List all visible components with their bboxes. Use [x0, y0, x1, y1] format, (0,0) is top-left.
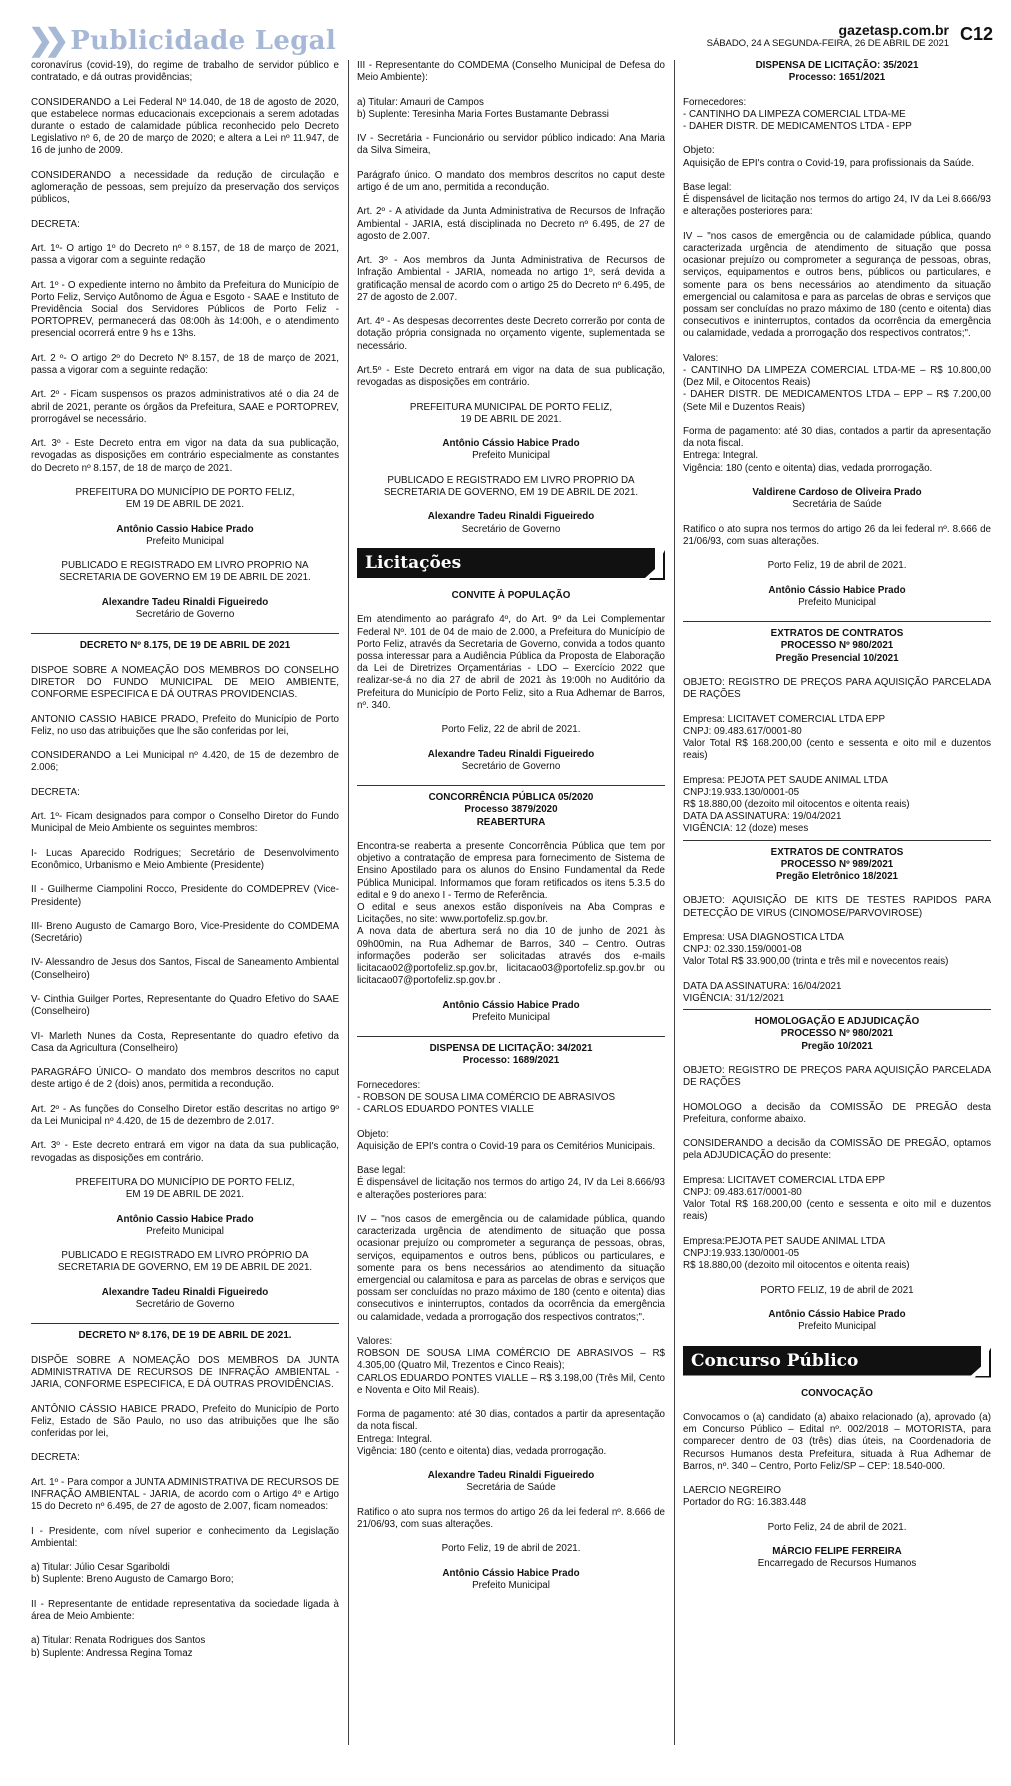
paragraph: II - Representante de entidade representativa da sociedade ligada à área de Meio Ambiente:: [31, 1598, 339, 1622]
paragraph: DECRETA:: [31, 1452, 80, 1464]
paragraph: CARLOS EDUARDO PONTES VIALLE – R$ 3.198,00 (Três Mil, Cento e Noventa e Oito Mil Reais).: [357, 1372, 665, 1396]
paragraph: - DAHER DISTR. DE MEDICAMENTOS LTDA – EPP – R$ 7.200,00 (Sete Mil e Duzentos Reais): [683, 389, 991, 413]
signature-line: PREFEITURA DO MUNICÍPIO DE PORTO FELIZ,: [75, 486, 295, 498]
paragraph: Entrega: Integral.: [357, 1433, 433, 1445]
notice-subtitle: Processo 3879/2020: [464, 804, 558, 816]
signer-role: Prefeito Municipal: [798, 596, 876, 608]
signer-role: Prefeito Municipal: [472, 1579, 550, 1591]
signer-role: Encarregado de Recursos Humanos: [757, 1558, 917, 1570]
paragraph: b) Suplente: Breno Augusto de Camargo Boro;: [31, 1574, 234, 1586]
decree-title: DECRETO Nº 8.175, DE 19 DE ABRIL DE 2021: [79, 640, 291, 652]
section-divider: [31, 633, 339, 634]
signer-name: Valdirene Cardoso de Oliveira Prado: [752, 487, 922, 498]
notice-title-block: [683, 847, 991, 884]
signer-name: Alexandre Tadeu Rinaldi Figueiredo: [427, 511, 595, 523]
paragraph: DISPÕE SOBRE A NOMEAÇÃO DOS MEMBROS DA JUNTA ADMINISTRATIVA DE RECURSOS DE INFRAÇÃO AMBIENTAL - JARIA, CONFORME ESPECIFICA, E DÁ OUTRAS PROVIDÊNCIAS.: [31, 1354, 339, 1391]
signature-block: [357, 438, 665, 462]
signer-name: Antônio Cássio Habice Prado: [442, 1567, 580, 1579]
decree-title: DECRETO Nº 8.176, DE 19 DE ABRIL DE 2021.: [78, 1330, 292, 1342]
signature-block: [683, 487, 991, 511]
signature-block: [31, 1250, 339, 1274]
paragraph: IV – "nos casos de emergência ou de calamidade pública, quando caracterizada urgência de atendimento de situação que possa ocasionar prejuízo ou comprometer a segurança de pessoas, obras, serviços, equipamentos e outros bens, públicos ou particulares, e somente para os bens necessários ao atendimento da situação emergencial ou calamitosa e para as parcelas de obras e serviços que possam ser concluídas no prazo máximo de 180 (cento e oitenta) dias consecutivos e ininterruptos, contados da ocorrência da emergência ou calamidade, vedada a prorrogação dos respectivos contratos;".: [357, 1213, 665, 1323]
place-date: Porto Feliz, 22 de abril de 2021.: [441, 724, 581, 736]
paragraph: ANTONIO CASSIO HABICE PRADO, Prefeito do Município de Porto Feliz, no uso das atribuições que lhe são conferidas por lei,: [31, 713, 339, 737]
paragraph: É dispensável de licitação nos termos do artigo 24, IV da Lei 8.666/93 e alterações posteriores para:: [683, 194, 991, 218]
notice-title: CONCORRÊNCIA PÚBLICA 05/2020: [428, 792, 594, 804]
paragraph: ROBSON DE SOUSA LIMA COMÉRCIO DE ABRASIVOS – R$ 4.305,00 (Quatro Mil, Trezentos e Cinco Reais);: [357, 1348, 665, 1372]
double-chevron-icon: ❯❯: [28, 24, 61, 57]
paragraph: É dispensável de licitação nos termos do artigo 24, IV da Lei 8.666/93 e alterações posteriores para:: [357, 1177, 665, 1201]
signature-line: EM 19 DE ABRIL DE 2021.: [125, 1189, 245, 1201]
paragraph: Ratifico o ato supra nos termos do artigo 26 da lei federal nº. 8.666 de 21/06/93, com suas alterações.: [683, 523, 991, 547]
notice-title: EXTRATOS DE CONTRATOS: [770, 846, 904, 858]
paragraph: II - Guilherme Ciampolini Rocco, Presidente do COMDEPREV (Vice-Presidente): [31, 884, 339, 908]
place-date: Porto Feliz, 24 de abril de 2021.: [767, 1521, 907, 1533]
column-3: [683, 60, 991, 1583]
signature-block: [683, 1546, 991, 1570]
section-divider: [683, 840, 991, 841]
section-header-concurso: [683, 1346, 991, 1376]
paragraph: III - Representante do COMDEMA (Conselho Municipal de Defesa do Meio Ambiente):: [357, 60, 665, 84]
paragraph: Objeto:: [683, 145, 715, 157]
notice-subtitle: PROCESSO Nº 980/2021: [780, 640, 894, 652]
section-header-label: Licitações: [365, 552, 462, 573]
signer-role: Prefeito Municipal: [146, 535, 224, 547]
paragraph: CNPJ: 02.330.159/0001-08: [683, 944, 802, 956]
paragraph: CNPJ:19.933.130/0001-05: [683, 786, 800, 798]
column-divider: [348, 60, 349, 1745]
signature-line: SECRETARIA DE GOVERNO EM 19 DE ABRIL DE 2021.: [59, 572, 311, 584]
signature-block: [357, 749, 665, 773]
paragraph: IV - Secretária - Funcionário ou servidor público indicado: Ana Maria da Silva Simeira,: [357, 133, 665, 157]
paragraph: Art. 3º - Aos membros da Junta Administrativa de Recursos de Infração Ambiental - JARIA, nomeada no artigo 1º, será devida a gratificação mensal de acordo com o artigo 25 do Decreto nº 6.495, de 27 de agosto de 2.007.: [357, 255, 665, 303]
section-divider: [31, 1323, 339, 1324]
paragraph: Art. 2º - As funções do Conselho Diretor estão descritas no artigo 9º da Lei Municipal nº 4.420, de 15 de dezembro de 2.017.: [31, 1103, 339, 1128]
paragraph: a) Titular: Amauri de Campos: [357, 96, 484, 108]
paragraph: CONSIDERANDO a Lei Federal Nº 14.040, de 18 de agosto de 2020, que estabelece normas educacionais excepcionais a serem adotadas durante o estado de calamidade pública reconhecido pelo Decreto Legislativo nº 6, de 20 de março de 2020; e altera a Lei nº 11.947, de 16 de junho de 2009.: [31, 96, 339, 157]
paragraph: Empresa: LICITAVET COMERCIAL LTDA EPP: [683, 713, 885, 725]
paragraph: - CANTINHO DA LIMPEZA COMERCIAL LTDA-ME – R$ 10.800,00 (Dez Mil, e Oitocentos Reais): [683, 365, 991, 389]
notice-subtitle: Processo: 1689/2021: [462, 1055, 560, 1067]
paragraph: Empresa: PEJOTA PET SAUDE ANIMAL LTDA: [683, 774, 888, 786]
paragraph: VI- Marleth Nunes da Costa, Representante do quadro efetivo da Casa da Agricultura (Conselheiro): [31, 1030, 339, 1054]
site-info: [707, 22, 949, 50]
notice-title: CONVITE À POPULAÇÃO: [451, 589, 571, 601]
paragraph: Empresa:PEJOTA PET SAUDE ANIMAL LTDA: [683, 1235, 886, 1247]
signature-block: [31, 487, 339, 511]
paragraph: Base legal:: [357, 1165, 406, 1177]
paragraph: Entrega: Integral.: [683, 450, 759, 462]
section-title: Publicidade Legal: [70, 26, 337, 56]
paragraph: - CARLOS EDUARDO PONTES VIALLE: [357, 1104, 534, 1116]
paragraph: Convocamos o (a) candidato (a) abaixo relacionado (a), aprovado (a) em Concurso Público – Edital nº. 002/2018 – MOTORISTA, para comparecer dentro de 03 (três) dias úteis, na Coordenadoria de Recursos Humanos desta Prefeitura, situada à Rua Adhemar de Barros, nº. 340 – Centro, Porto Feliz/SP – CEP: 18.540-000.: [683, 1411, 991, 1472]
signature-line: SECRETARIA DE GOVERNO, EM 19 DE ABRIL DE 2021.: [57, 1262, 313, 1274]
paragraph: Valor Total R$ 168.200,00 (cento e sessenta e oito mil e duzentos reais): [683, 737, 991, 762]
notice-title: CONVOCAÇÃO: [801, 1387, 873, 1399]
paragraph: R$ 18.880,00 (dezoito mil oitocentos e oitenta reais): [683, 1260, 910, 1272]
paragraph: Fornecedores:: [683, 96, 747, 108]
signature-block: [683, 585, 991, 609]
signature-block: [357, 1000, 665, 1024]
notice-subtitle: Pregão Presencial 10/2021: [775, 652, 899, 664]
paragraph: IV- Alessandro de Jesus dos Santos, Fiscal de Saneamento Ambiental (Conselheiro): [31, 957, 339, 981]
signer-name: Alexandre Tadeu Rinaldi Figueiredo: [101, 596, 269, 608]
signer-role: Prefeito Municipal: [798, 1321, 876, 1333]
paragraph: VIGÊNCIA: 31/12/2021: [683, 992, 785, 1004]
section-header-label: Concurso Público: [691, 1350, 859, 1371]
section-divider: [357, 1036, 665, 1037]
paragraph: HOMOLOGO a decisão da COMISSÃO DE PREGÃO desta Prefeitura, conforme abaixo.: [683, 1101, 991, 1125]
masthead: [28, 22, 993, 62]
paragraph: Art. 2º - A atividade da Junta Administrativa de Recursos de Infração Ambiental - JARIA, está disciplinada no Decreto nº 6.495, de 27 de agosto de 2.007.: [357, 206, 665, 242]
paragraph: Art. 4º - As despesas decorrentes deste Decreto correrão por conta de dotação própria consignada no orçamento vigente, suplementada se necessário.: [357, 316, 665, 352]
signature-line: PREFEITURA DO MUNICÍPIO DE PORTO FELIZ,: [75, 1177, 295, 1189]
notice-title-block: [357, 1043, 665, 1067]
paragraph: ANTÔNIO CÁSSIO HABICE PRADO, Prefeito do Município de Porto Feliz, Estado de São Paulo, no uso das atribuições que lhe são conferidas por lei,: [31, 1403, 339, 1440]
notice-title: HOMOLOGAÇÃO E ADJUDICAÇÃO: [754, 1016, 920, 1028]
paragraph: Valor Total R$ 33.900,00 (trinta e três mil e novecentos reais): [683, 956, 949, 968]
signature-block: [683, 1309, 991, 1333]
signer-name: Antônio Cássio Habice Prado: [442, 438, 580, 450]
notice-title-block: [683, 1016, 991, 1053]
section-header-licitacoes: [357, 548, 665, 578]
dateline: SÁBADO, 24 A SEGUNDA-FEIRA, 26 DE ABRIL DE 2021: [706, 38, 949, 49]
notice-subtitle: PROCESSO Nº 980/2021: [780, 1028, 894, 1040]
notice-title: DISPENSA DE LICITAÇÃO: 35/2021: [755, 60, 919, 71]
signature-line: PUBLICADO E REGISTRADO EM LIVRO PRÓPRIO DA: [61, 1250, 309, 1262]
signature-block: [31, 524, 339, 548]
paragraph: Empresa: USA DIAGNOSTICA LTDA: [683, 931, 844, 943]
paragraph: PARAGRÁFO ÚNICO- O mandato dos membros descritos no caput deste artigo é de 2 (dois) anos, permitida a recondução.: [31, 1067, 339, 1091]
paragraph: CONSIDERANDO a Lei Municipal nº 4.420, de 15 de dezembro de 2.006;: [31, 750, 339, 774]
notice-subtitle: PROCESSO Nº 989/2021: [780, 858, 894, 870]
paragraph: - ROBSON DE SOUSA LIMA COMÉRCIO DE ABRASIVOS: [357, 1091, 616, 1103]
signer-role: Secretário de Governo: [461, 760, 561, 772]
paragraph: a) Titular: Renata Rodrigues dos Santos: [31, 1635, 206, 1647]
paragraph: Forma de pagamento: até 30 dias, contados a partir da apresentação da nota fiscal.: [357, 1409, 665, 1433]
notice-subtitle: REABERTURA: [476, 816, 546, 828]
signature-line: 19 DE ABRIL DE 2021.: [460, 413, 562, 425]
paragraph: O edital e seus anexos estão disponíveis na Aba Compras e Licitações, no site: www.portofeliz.sp.gov.br.: [357, 901, 665, 926]
paragraph: Fornecedores:: [357, 1079, 421, 1091]
paragraph: Objeto:: [357, 1128, 389, 1140]
signer-role: Secretário de Governo: [461, 523, 561, 535]
signer-name: Antônio Cássio Habice Prado: [768, 584, 906, 596]
notice-subtitle: Pregão 10/2021: [801, 1040, 873, 1052]
signer-role: Secretário de Governo: [135, 1299, 235, 1311]
signature-block: [357, 1568, 665, 1592]
signature-block: [31, 1287, 339, 1311]
paragraph: Art. 2 º- O artigo 2º do Decreto Nº 8.157, de 18 de março de 2021, passa a vigorar com a seguinte redação:: [31, 352, 339, 376]
signer-name: Alexandre Tadeu Rinaldi Figueiredo: [427, 1470, 595, 1482]
paragraph: Aquisição de EPI's contra o Covid-19, para profissionais da Saúde.: [683, 157, 975, 169]
paragraph: b) Suplente: Teresinha Maria Fortes Bustamante Debrassi: [357, 108, 609, 120]
column-divider: [674, 60, 675, 1745]
paragraph: Valor Total R$ 168.200,00 (cento e sessenta e oito mil e duzentos reais): [683, 1199, 991, 1223]
signature-block: [357, 511, 665, 535]
signature-line: PUBLICADO E REGISTRADO EM LIVRO PROPRIO NA: [61, 560, 309, 572]
paragraph: Art. 1º- O artigo 1º do Decreto nº º 8.157, de 18 de março de 2021, passa a vigorar com a seguinte redação: [31, 242, 339, 267]
paragraph: Aquisição de EPI's contra o Covid-19 para os Cemitérios Municipais.: [357, 1140, 656, 1152]
paragraph: - DAHER DISTR. DE MEDICAMENTOS LTDA - EPP: [683, 121, 912, 132]
notice-title-block: [683, 628, 991, 665]
signer-role: Prefeito Municipal: [472, 450, 550, 462]
paragraph: Parágrafo único. O mandato dos membros descritos no caput deste artigo é de um ano, permitida a recondução.: [357, 169, 665, 193]
paragraph: DECRETA:: [31, 786, 80, 798]
signature-line: PREFEITURA MUNICIPAL DE PORTO FELIZ,: [409, 401, 613, 413]
notice-title-block: [683, 60, 991, 84]
section-divider: [683, 621, 991, 622]
paragraph: DATA DA ASSINATURA: 19/04/2021: [683, 811, 842, 823]
paragraph: Vigência: 180 (cento e oitenta) dias, vedada prorrogação.: [683, 462, 933, 474]
paragraph: A nova data de abertura será no dia 10 de junho de 2021 às 09h00min, na Rua Adhemar de Barros, 340 – Centro. Outras informações poderão ser solicitadas através dos e-mails licitacao02@portofeliz.sp.gov.br, licitacao03@portofeliz.sp.gov.br ou licitacao07@portofeliz.sp.gov.br .: [357, 926, 665, 987]
paragraph: Em atendimento ao parágrafo 4º, do Art. 9º da Lei Complementar Federal Nº. 101 de 04 de maio de 2.000, a Prefeitura do Município de Porto Feliz, através da Secretaria de Governo, convida a todos quanto possa interessar para a Audiência Pública da Proposta de Elaboração da Lei de Diretrizes Orçamentárias - LDO – Exercício 2022 que realizar-se-á no dia 27 de abril de 2021 às 19:00h no Auditório da Prefeitura do Município de Porto Feliz, sito a Rua Adhemar de Barros, nº. 340.: [357, 614, 665, 711]
paragraph: Valores:: [357, 1335, 393, 1347]
signature-block: [357, 402, 665, 426]
site-url[interactable]: gazetasp.com.br: [838, 22, 949, 38]
signer-role: Secretário de Governo: [135, 608, 235, 620]
signer-role: Prefeito Municipal: [472, 1011, 550, 1023]
column-2: [357, 60, 665, 1604]
paragraph: V- Cinthia Guilger Portes, Representante do Quadro Efetivo do SAAE (Conselheiro): [31, 994, 339, 1018]
paragraph: Encontra-se reaberta a presente Concorrência Pública que tem por objetivo a contratação de empresa para fornecimento de Sistema de Ensino Apostilado para os alunos do Ensino Fundamental da Rede Pública Municipal. Informamos que foram retificados os itens 5.3.5 do edital e 9 do anexo I - Termo de Referência.: [357, 840, 665, 901]
paragraph: R$ 18.880,00 (dezoito mil oitocentos e oitenta reais): [683, 798, 910, 810]
signature-block: [357, 475, 665, 499]
paragraph: Art. 1º- Ficam designados para compor o Conselho Diretor do Fundo Municipal de Meio Ambiente os seguintes membros:: [31, 811, 339, 835]
signature-line: PUBLICADO E REGISTRADO EM LIVRO PROPRIO DA: [387, 474, 635, 486]
paragraph: DISPOE SOBRE A NOMEAÇÃO DOS MEMBROS DO CONSELHO DIRETOR DO FUNDO MUNICIPAL DE MEIO AMBIENTE, CONFORME ESPECIFICA E DÁ OUTRAS PROVIDENCIAS.: [31, 664, 339, 701]
paragraph: Art. 3º - Este decreto entrará em vigor na data da sua publicação, revogadas as disposições em contrário.: [31, 1140, 339, 1164]
paragraph: CONSIDERANDO a necessidade da redução de circulação e aglomeração de pessoas, sem prejuízo da preservação dos serviços públicos,: [31, 169, 339, 206]
signer-name: Antônio Cássio Habice Prado: [768, 1308, 906, 1320]
paragraph: OBJETO: AQUISIÇÃO DE KITS DE TESTES RAPIDOS PARA DETECÇÃO DE VIRUS (CINOMOSE/PARVOVIROSE): [683, 895, 991, 919]
section-brand: [28, 26, 336, 56]
paragraph: Base legal:: [683, 181, 732, 193]
paragraph: IV – "nos casos de emergência ou de calamidade pública, quando caracterizada urgência de atendimento de situação que possa ocasionar prejuízo ou comprometer a segurança de pessoas, obras, serviços, equipamentos e outros bens, públicos ou particulares, e somente para os bens necessários ao atendimento da situação emergencial ou calamitosa e para as parcelas de obras e serviços que possam ser concluídas no prazo máximo de 180 (cento e oitenta) dias consecutivos e ininterruptos, contados da ocorrência da emergência ou calamidade, vedada a prorrogação dos respectivos contratos;".: [683, 230, 991, 340]
place-date: Porto Feliz, 19 de abril de 2021.: [441, 1543, 581, 1555]
paragraph: CNPJ: 09.483.617/0001-80: [683, 1186, 802, 1198]
paragraph: - CANTINHO DA LIMPEZA COMERCIAL LTDA-ME: [683, 108, 906, 120]
paragraph: Art.5º - Este Decreto entrará em vigor na data de sua publicação, revogadas as disposições em contrário.: [357, 364, 665, 389]
paragraph: coronavírus (covid-19), do regime de trabalho de servidor público e contratado, e dá outras providências;: [31, 60, 339, 84]
signer-name: Antônio Cássio Habice Prado: [442, 999, 580, 1011]
paragraph: OBJETO: REGISTRO DE PREÇOS PARA AQUISIÇÃO PARCELADA DE RAÇÕES: [683, 676, 991, 701]
signature-line: EM 19 DE ABRIL DE 2021.: [125, 499, 245, 511]
notice-title-block: [357, 792, 665, 829]
paragraph: VIGÊNCIA: 12 (doze) meses: [683, 823, 809, 835]
paragraph: OBJETO: REGISTRO DE PREÇOS PARA AQUISIÇÃO PARCELADA DE RAÇÕES: [683, 1064, 991, 1089]
paragraph: I- Lucas Aparecido Rodrigues; Secretário de Desenvolvimento Econômico, Urbanismo e Meio Ambiente (Presidente): [31, 847, 339, 871]
page-number: C12: [959, 24, 993, 44]
signer-role: Secretária de Saúde: [466, 1482, 556, 1494]
paragraph: CONSIDERANDO a decisão da COMISSÃO DE PREGÃO, optamos pela ADJUDICAÇÃO do presente:: [683, 1138, 991, 1162]
paragraph: I - Presidente, com nível superior e conhecimento da Legislação Ambiental:: [31, 1525, 339, 1549]
place-date: Porto Feliz, 19 de abril de 2021.: [767, 560, 907, 572]
signer-name: Alexandre Tadeu Rinaldi Figueiredo: [427, 748, 595, 760]
signature-block: [357, 1470, 665, 1494]
signature-block: [31, 1214, 339, 1238]
paragraph: CNPJ: 09.483.617/0001-80: [683, 725, 802, 737]
notice-subtitle: Processo: 1651/2021: [788, 72, 886, 84]
notice-title: DISPENSA DE LICITAÇÃO: 34/2021: [429, 1043, 593, 1055]
signature-line: SECRETARIA DE GOVERNO, EM 19 DE ABRIL DE 2021.: [383, 486, 639, 498]
signer-name: Antônio Cassio Habice Prado: [116, 523, 254, 535]
notice-title: EXTRATOS DE CONTRATOS: [770, 628, 904, 640]
paragraph: b) Suplente: Andressa Regina Tomaz: [31, 1647, 193, 1659]
paragraph: a) Titular: Júlio Cesar Sgariboldi: [31, 1562, 170, 1574]
paragraph: III- Breno Augusto de Camargo Boro, Vice-Presidente do COMDEMA (Secretário): [31, 920, 339, 945]
section-divider: [357, 785, 665, 786]
signer-name: MÁRCIO FELIPE FERREIRA: [772, 1546, 902, 1558]
paragraph: DATA DA ASSINATURA: 16/04/2021: [683, 980, 842, 992]
signer-role: Prefeito Municipal: [146, 1225, 224, 1237]
signer-name: Alexandre Tadeu Rinaldi Figueiredo: [101, 1286, 269, 1298]
paragraph: Art. 3º - Este Decreto entra em vigor na data da sua publicação, revogadas as disposições em contrário especialmente as constantes do Decreto nº 8.157, de 18 de março de 2021.: [31, 438, 339, 474]
section-divider: [683, 1009, 991, 1010]
column-1: [31, 60, 339, 1672]
signature-block: [31, 560, 339, 584]
notice-subtitle: Pregão Eletrônico 18/2021: [776, 870, 898, 882]
signer-name: Antônio Cassio Habice Prado: [116, 1213, 254, 1225]
paragraph: LAERCIO NEGREIRO: [683, 1485, 781, 1497]
paragraph: Forma de pagamento: até 30 dias, contados a partir da apresentação da nota fiscal.: [683, 426, 991, 450]
paragraph: Vigência: 180 (cento e oitenta) dias, vedada prorrogação.: [357, 1445, 607, 1457]
signature-block: [31, 597, 339, 621]
paragraph: DECRETA:: [31, 218, 80, 230]
paragraph: CNPJ:19.933.130/0001-05: [683, 1247, 800, 1259]
paragraph: Empresa: LICITAVET COMERCIAL LTDA EPP: [683, 1174, 885, 1186]
paragraph: Valores:: [683, 352, 719, 364]
signature-block: [31, 1177, 339, 1201]
paragraph: Art. 1º - Para compor a JUNTA ADMINISTRATIVA DE RECURSOS DE INFRAÇÃO AMBIENTAL - JARIA, de acordo com o Artigo 4º e Artigo 15 do Decreto nº 6.495, de 27 de agosto de 2.007, ficam nomeados:: [31, 1476, 339, 1513]
paragraph: Portador do RG: 16.383.448: [683, 1497, 807, 1509]
signer-role: Secretária de Saúde: [792, 499, 882, 511]
paragraph: Art. 2º - Ficam suspensos os prazos administrativos até o dia 24 de abril de 2021, perante os órgãos da Prefeitura, SAAE e PORTOPREV, prorrogável se necessário.: [31, 389, 339, 425]
paragraph: Art. 1º - O expediente interno no âmbito da Prefeitura do Município de Porto Feliz, Serviço Autônomo de Água e Esgoto - SAAE e Instituto de Previdência Social dos Servidores Públicos de Porto Feliz - PORTOPREV, permanecerá das 08:00h às 14:00h, e o atendimento presencial ocorrerá entre 9 hs e 13hs.: [31, 279, 339, 340]
place-date: PORTO FELIZ, 19 de abril de 2021: [760, 1284, 914, 1296]
paragraph: Ratifico o ato supra nos termos do artigo 26 da lei federal nº. 8.666 de 21/06/93, com suas alterações.: [357, 1506, 665, 1530]
